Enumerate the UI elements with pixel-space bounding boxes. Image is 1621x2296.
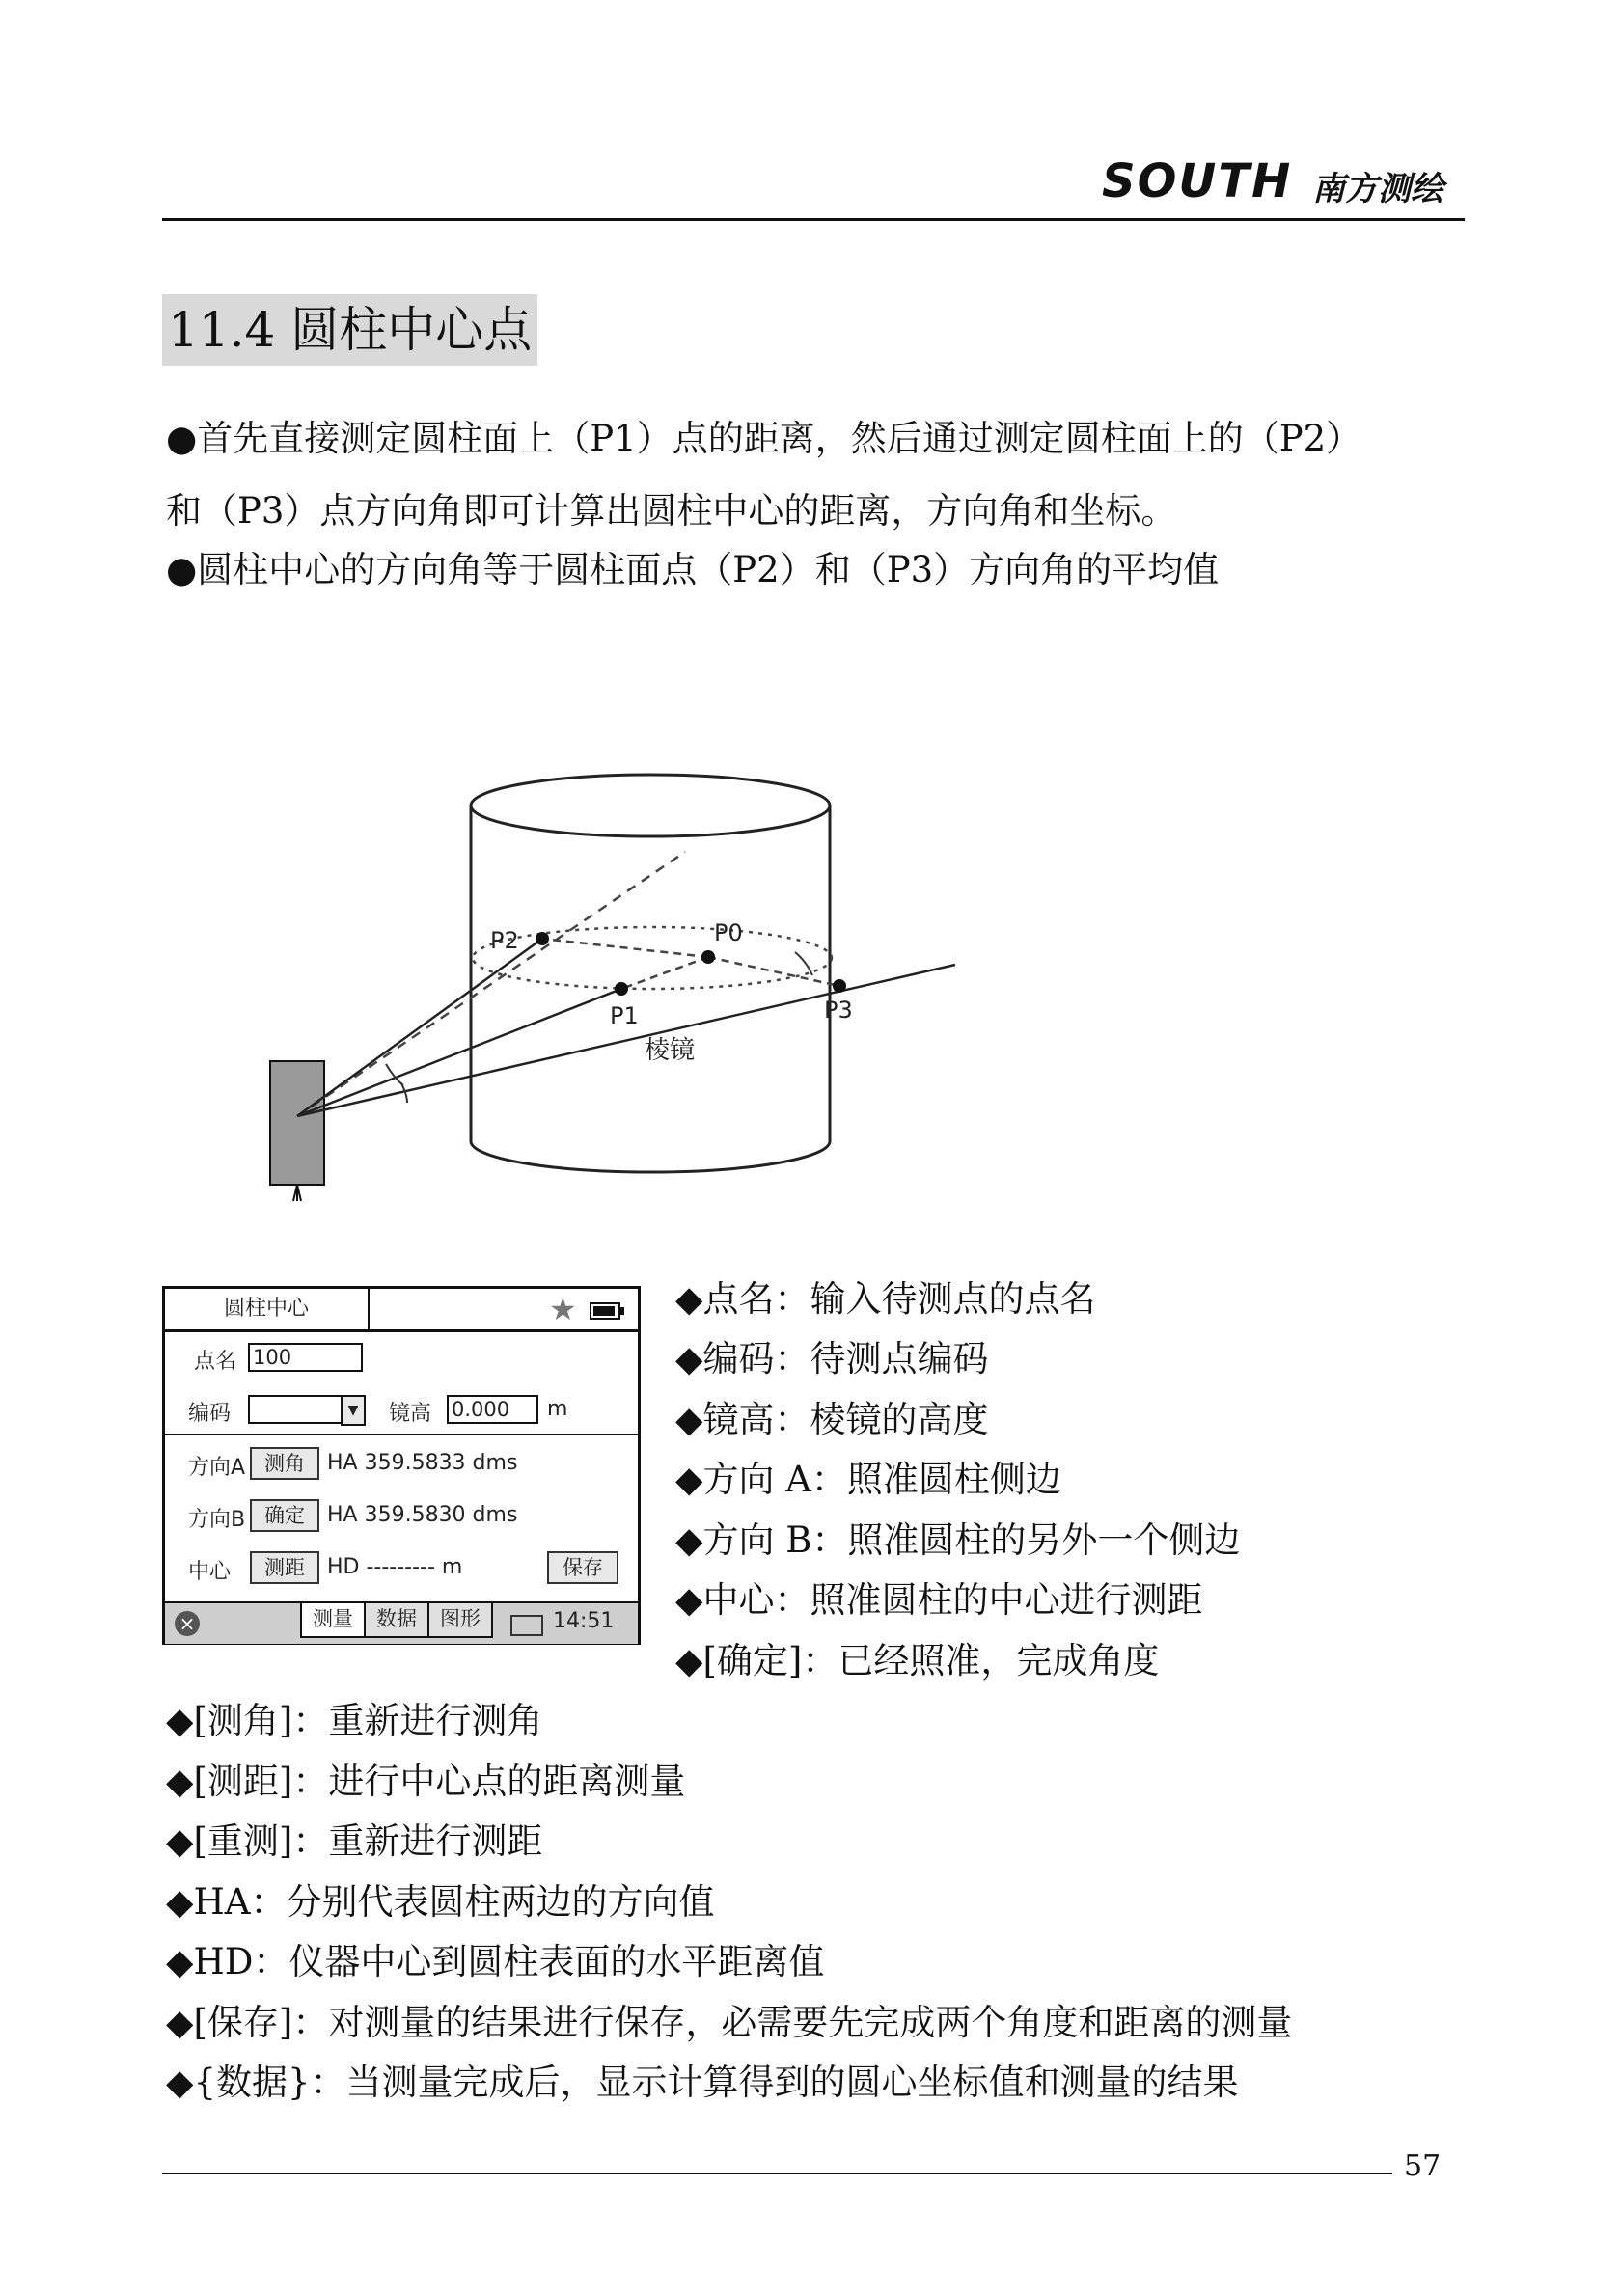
code-select[interactable] <box>248 1395 343 1424</box>
screen-title-bar <box>165 1289 638 1332</box>
point-p1 <box>615 982 628 996</box>
direction-a-label: 方向A <box>188 1456 246 1480</box>
brand-name-cn: 南方测绘 <box>1312 170 1443 208</box>
bullet-measure-angle: ◆[测角]：重新进行测角 <box>166 1700 543 1741</box>
measure-distance-button[interactable]: 测距 <box>250 1551 319 1584</box>
bullet-point-name: ◆点名：输入待测点的点名 <box>675 1278 1096 1320</box>
header-rule <box>162 218 1465 221</box>
save-button[interactable]: 保存 <box>547 1551 618 1584</box>
bullet-data: ◆{数据}：当测量完成后，显示计算得到的圆心坐标值和测量的结果 <box>166 2062 1239 2103</box>
footer-rule <box>162 2173 1392 2174</box>
label-p2: P2 <box>490 927 519 954</box>
tab-data[interactable]: 数据 <box>364 1603 429 1638</box>
intro-paragraph-line-2: 和（P3）点方向角即可计算出圆柱中心的距离，方向角和坐标。 <box>166 490 1177 532</box>
keyboard-icon[interactable] <box>510 1615 543 1636</box>
confirm-button[interactable]: 确定 <box>250 1499 319 1532</box>
label-p3: P3 <box>824 997 853 1024</box>
cylinder-top-ellipse <box>471 775 830 836</box>
intro-paragraph-2: ●圆柱中心的方向角等于圆柱面点（P2）和（P3）方向角的平均值 <box>166 549 1220 590</box>
sight-line-p2 <box>297 939 542 1116</box>
direction-b-ha: HA 359.5830 dms <box>327 1503 518 1527</box>
bullet-ha: ◆HA：分别代表圆柱两边的方向值 <box>166 1881 715 1923</box>
bullet-direction-b: ◆方向 B：照准圆柱的另外一个侧边 <box>675 1519 1241 1561</box>
code-label: 编码 <box>188 1402 232 1426</box>
direction-b-label: 方向B <box>188 1508 246 1532</box>
direction-a-ha: HA 359.5833 dms <box>327 1451 518 1475</box>
brand-logo: SOUTH <box>1102 154 1293 208</box>
point-p3 <box>833 979 846 993</box>
measure-angle-button[interactable]: 测角 <box>250 1447 319 1480</box>
star-icon[interactable]: ★ <box>549 1291 577 1327</box>
sight-line-dashed-upper <box>297 852 685 1116</box>
center-label: 中心 <box>188 1560 232 1584</box>
point-p2 <box>536 932 549 945</box>
screen-divider <box>165 1434 638 1435</box>
bullet-direction-a: ◆方向 A：照准圆柱侧边 <box>675 1459 1061 1500</box>
tab-measure[interactable]: 测量 <box>300 1603 366 1638</box>
label-p1: P1 <box>610 1002 639 1029</box>
radius-p0-p1 <box>621 957 708 989</box>
cylinder-center-diagram <box>241 699 984 1211</box>
bullet-measure-distance: ◆[测距]：进行中心点的距离测量 <box>166 1761 686 1802</box>
prism-height-input[interactable]: 0.000 <box>447 1395 538 1424</box>
radius-p0-p2 <box>542 939 708 957</box>
label-p0: P0 <box>714 919 743 946</box>
page-number: 57 <box>1404 2149 1442 2183</box>
device-screen <box>162 1286 641 1645</box>
angle-arc-p3 <box>795 952 812 975</box>
section-ellipse <box>473 927 832 989</box>
bullet-save: ◆[保存]：对测量的结果进行保存，必需要先完成两个角度和距离的测量 <box>166 2002 1293 2043</box>
chevron-down-icon[interactable]: ▼ <box>341 1395 366 1426</box>
bullet-hd: ◆HD：仪器中心到圆柱表面的水平距离值 <box>166 1941 825 1982</box>
instrument-body <box>270 1061 324 1185</box>
bullet-confirm: ◆[确定]：已经照准，完成角度 <box>675 1640 1160 1681</box>
tab-graph[interactable]: 图形 <box>427 1603 493 1638</box>
screen-title: 圆柱中心 <box>165 1289 370 1329</box>
section-title: 11.4 圆柱中心点 <box>162 294 537 366</box>
center-hd: HD --------- m <box>327 1555 463 1579</box>
label-prism: 棱镜 <box>645 1036 696 1065</box>
bullet-center: ◆中心：照准圆柱的中心进行测距 <box>675 1579 1203 1621</box>
prism-height-label: 镜高 <box>389 1402 432 1426</box>
intro-paragraph-line-1: ●首先直接测定圆柱面上（P1）点的距离，然后通过测定圆柱面上的（P2） <box>166 418 1362 459</box>
battery-icon <box>590 1302 620 1320</box>
bullet-remeasure: ◆[重测]：重新进行测距 <box>166 1820 543 1862</box>
bullet-prism-height: ◆镜高：棱镜的高度 <box>675 1399 989 1440</box>
point-name-input[interactable]: 100 <box>248 1343 363 1372</box>
point-name-label: 点名 <box>194 1350 237 1374</box>
cylinder-bottom-arc <box>471 1141 830 1172</box>
clock: 14:51 <box>553 1609 615 1633</box>
screen-bottom-bar <box>165 1601 638 1644</box>
bullet-code: ◆编码：待测点编码 <box>675 1338 989 1380</box>
close-icon[interactable]: × <box>175 1611 200 1636</box>
radius-p0-p3 <box>708 957 839 986</box>
prism-height-unit: m <box>547 1397 568 1421</box>
point-p0 <box>701 950 715 964</box>
